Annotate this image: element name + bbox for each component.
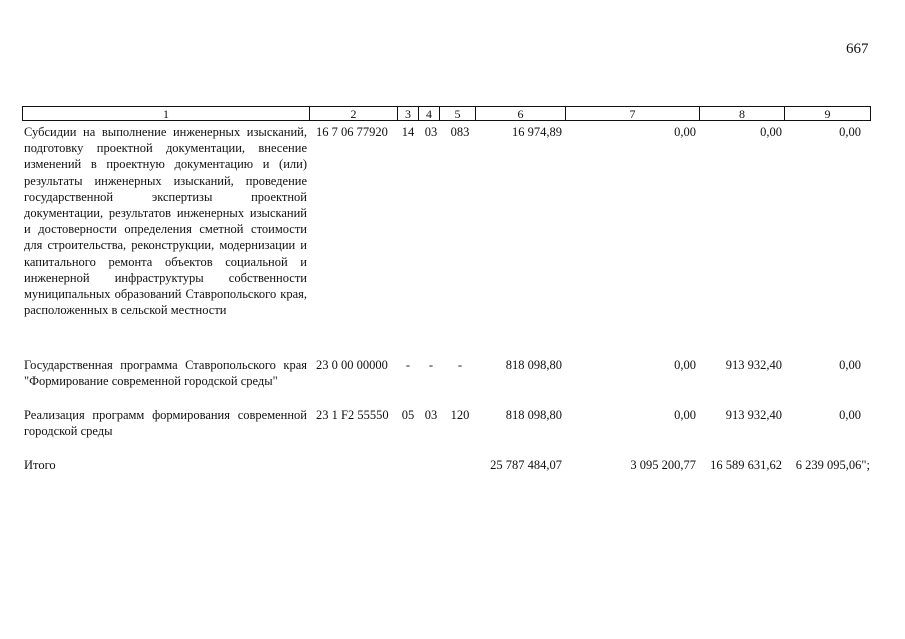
row-col6: 818 098,80 bbox=[505, 408, 562, 422]
total-col9: 6 239 095,06"; bbox=[795, 458, 870, 472]
table-header bbox=[22, 106, 871, 121]
total-label: Итого bbox=[24, 458, 56, 472]
row-col8: 0,00 bbox=[760, 125, 782, 139]
row-col9: 0,00 bbox=[839, 408, 861, 422]
row-col7: 0,00 bbox=[674, 408, 696, 422]
row-type: 083 bbox=[450, 125, 470, 139]
header-col-6: 6 bbox=[476, 107, 566, 120]
row-col8: 913 932,40 bbox=[725, 358, 782, 372]
row-name: Реализация программ формирования современной городской среды bbox=[24, 408, 307, 439]
header-col-5: 5 bbox=[440, 107, 476, 120]
header-col-7: 7 bbox=[566, 107, 700, 120]
row-code: 23 0 00 00000 bbox=[316, 358, 388, 372]
row-code: 23 1 F2 55550 bbox=[316, 408, 389, 422]
row-section: - bbox=[405, 358, 411, 372]
header-col-1: 1 bbox=[23, 107, 310, 120]
row-subsection: 03 bbox=[424, 408, 438, 422]
row-col6: 818 098,80 bbox=[505, 358, 562, 372]
total-col7: 3 095 200,77 bbox=[630, 458, 696, 472]
row-col7: 0,00 bbox=[674, 358, 696, 372]
header-col-3: 3 bbox=[398, 107, 419, 120]
row-col9: 0,00 bbox=[839, 125, 861, 139]
row-name: Государственная программа Ставропольского края "Формирование современной городской среды" bbox=[24, 358, 307, 389]
row-col8: 913 932,40 bbox=[725, 408, 782, 422]
row-code: 16 7 06 77920 bbox=[316, 125, 388, 139]
total-col6: 25 787 484,07 bbox=[490, 458, 562, 472]
header-col-9: 9 bbox=[824, 107, 831, 121]
total-col8: 16 589 631,62 bbox=[710, 458, 782, 472]
row-type: - bbox=[457, 358, 463, 372]
header-col-8: 8 bbox=[700, 107, 785, 120]
row-section: 14 bbox=[401, 125, 415, 139]
page-number: 667 bbox=[846, 41, 869, 57]
row-name: Субсидии на выполнение инженерных изысканий, подготовку проектной документации, внесение изменений в проектную документацию и (или) результаты инженерных изысканий, проведение государственной экспертизы проектной документации, результатов инженерных изысканий и достоверности определения сметной стоимости для строительства, реконструкции, модернизации и капитального ремонта объектов социальной и инженерной инфраструктуры собственности муниципальных образований Ставропольского края, расположенных в сельской местности bbox=[24, 125, 307, 318]
header-col-4: 4 bbox=[419, 107, 440, 120]
header-col-2: 2 bbox=[310, 107, 398, 120]
row-section: 05 bbox=[401, 408, 415, 422]
row-type: 120 bbox=[450, 408, 470, 422]
row-subsection: 03 bbox=[424, 125, 438, 139]
row-col7: 0,00 bbox=[674, 125, 696, 139]
row-col6: 16 974,89 bbox=[512, 125, 562, 139]
row-subsection: - bbox=[428, 358, 434, 372]
row-col9: 0,00 bbox=[839, 358, 861, 372]
